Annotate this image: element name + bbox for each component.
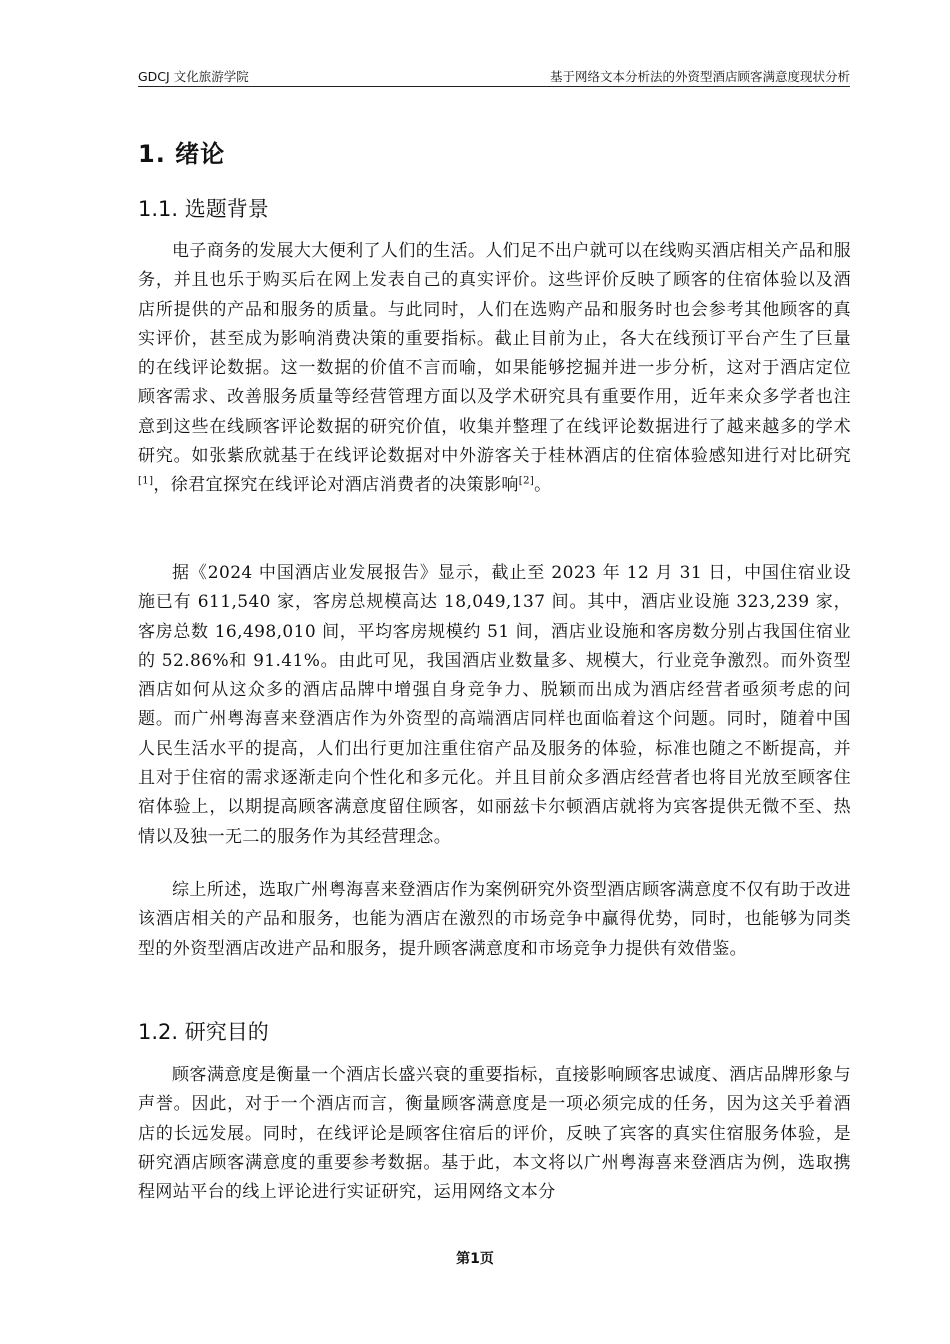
chapter-title: 1. 绪论 [138,140,226,168]
header-paper-title: 基于网络文本分析法的外资型酒店顾客满意度现状分析 [549,69,850,84]
section-1-1-paragraph-3: 综上所述，选取广州粤海喜来登酒店作为案例研究外资型酒店顾客满意度不仅有助于改进该酒店相关的产品和服务，也能为酒店在激烈的市场竞争中赢得优势，同时，也能够为同类型的外资型酒店改进产品和服务，提升顾客满意度和市场竞争力提供有效借鉴。 [138,880,851,959]
paragraph-text: 。 [534,475,552,496]
section-1-2-paragraph-1: 顾客满意度是衡量一个酒店长盛兴衰的重要指标，直接影响顾客忠诚度、酒店品牌形象与声誉。因此，对于一个酒店而言，衡量顾客满意度是一项必须完成的任务，因为这关乎着酒店的长远发展。同时，在线评论是顾客住宿后的评价，反映了宾客的真实住宿服务体验，是研究酒店顾客满意度的重要参考数据。基于此，本文将以广州粤海喜来登酒店为例，选取携程网站平台的线上评论进行实证研究，运用网络文本分 [138,1065,851,1203]
section-1-1-paragraph-1 [138,237,851,501]
citation-1: [1] [138,475,154,487]
paragraph-text: ，徐君宜探究在线评论对酒店消费者的决策影响 [153,475,519,496]
page-number: 第1页 [456,1251,494,1267]
paragraph-text: 电子商务的发展大大便利了人们的生活。人们足不出户就可以在线购买酒店相关产品和服务，并且也乐于购买后在网上发表自己的真实评价。这些评价反映了顾客的住宿体验以及酒店所提供的产品和服务的质量。与此同时，人们在选购产品和服务时也会参考其他顾客的真实评价，甚至成为影响消费决策的重要指标。截止目前为止，各大在线预订平台产生了巨量的在线评论数据。这一数据的价值不言而喻，如果能够挖掘并进一步分析，这对于酒店定位顾客需求、改善服务质量等经营管理方面以及学术研究具有重要作用，近年来众多学者也注意到这些在线顾客评论数据的研究价值，收集并整理了在线评论数据进行了越来越多的学术研究。如张紫欣就基于在线评论数据对中外游客关于桂林酒店的住宿体验感知进行对比研究 [138,241,851,467]
citation-2: [2] [518,475,535,487]
section-1-2-title: 1.2. 研究目的 [138,1020,269,1044]
section-1-1-paragraph-2: 据《2024 中国酒店业发展报告》显示，截止至 2023 年 12 月 31 日，中国住宿业设施已有 611,540 家，客房总规模高达 18,049,137 间。其中，酒店业设施 323,239 家，客房总数 16,498,010 间，平均客房规模约 51 间，酒店业设施和客房数分别占我国住宿业的 52.86%和 91.41%。由此可见，我国酒店业数量多、规模大，行业竞争激烈。而外资型酒店如何从这众多的酒店品牌中增强自身竞争力、脱颖而出成为酒店经营者亟须考虑的问题。而广州粤海喜来登酒店作为外资型的高端酒店同样也面临着这个问题。同时，随着中国人民生活水平的提高，人们出行更加注重住宿产品及服务的体验，标准也随之不断提高，并且对于住宿的需求逐渐走向个性化和多元化。并且目前众多酒店经营者也将目光放至顾客住宿体验上，以期提高顾客满意度留住顾客，如丽兹卡尔顿酒店就将为宾客提供无微不至、热情以及独一无二的服务作为其经营理念。 [138,563,851,847]
header-institution: GDCJ 文化旅游学院 [138,69,249,84]
page-header [138,66,850,87]
section-1-1-title: 1.1. 选题背景 [138,197,269,221]
